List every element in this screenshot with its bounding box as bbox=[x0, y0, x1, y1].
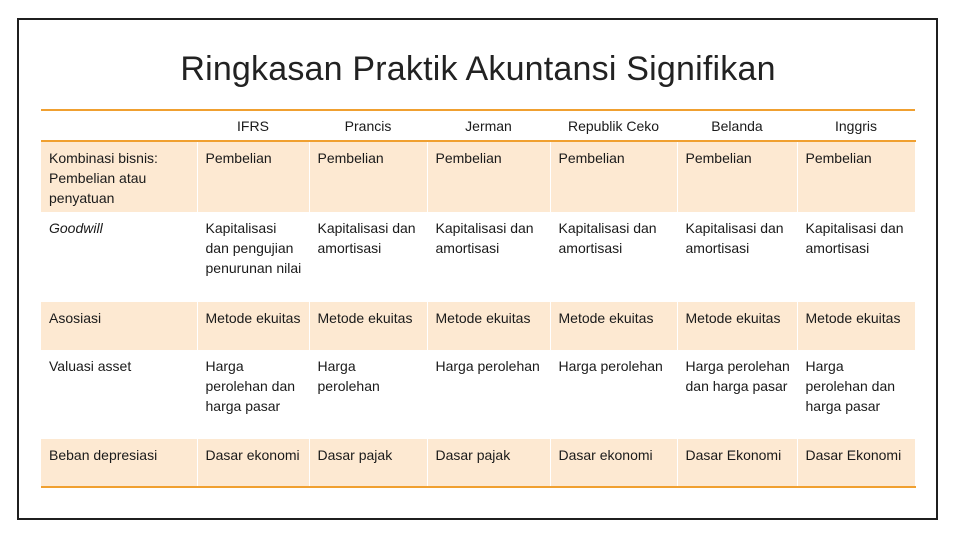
header-cell-ifrs: IFRS bbox=[197, 110, 309, 141]
header-row bbox=[41, 110, 915, 141]
table-cell: Metode ekuitas bbox=[309, 302, 427, 350]
row-label: Valuasi asset bbox=[41, 350, 197, 439]
header-cell-jerman: Jerman bbox=[427, 110, 550, 141]
table-cell: Dasar ekonomi bbox=[550, 439, 677, 487]
table-cell: Harga perolehan dan harga pasar bbox=[197, 350, 309, 439]
table-cell: Dasar pajak bbox=[427, 439, 550, 487]
table-cell: Harga perolehan bbox=[309, 350, 427, 439]
table-cell: Pembelian bbox=[427, 141, 550, 212]
table-row bbox=[41, 350, 915, 439]
table-cell: Metode ekuitas bbox=[797, 302, 915, 350]
table-cell: Kapitalisasi dan amortisasi bbox=[309, 212, 427, 302]
table-cell: Harga perolehan dan harga pasar bbox=[797, 350, 915, 439]
table-row bbox=[41, 302, 915, 350]
table-cell: Pembelian bbox=[550, 141, 677, 212]
table-cell: Metode ekuitas bbox=[677, 302, 797, 350]
table-cell: Harga perolehan bbox=[550, 350, 677, 439]
header-cell-inggris: Inggris bbox=[797, 110, 915, 141]
table-cell: Dasar ekonomi bbox=[197, 439, 309, 487]
table-cell: Dasar pajak bbox=[309, 439, 427, 487]
slide-title: Ringkasan Praktik Akuntansi Signifikan bbox=[180, 50, 776, 88]
header-cell-blank bbox=[41, 110, 197, 141]
table-cell: Kapitalisasi dan amortisasi bbox=[677, 212, 797, 302]
table-cell: Kapitalisasi dan amortisasi bbox=[427, 212, 550, 302]
row-label: Goodwill bbox=[41, 212, 197, 302]
table-cell: Pembelian bbox=[797, 141, 915, 212]
table-cell: Pembelian bbox=[197, 141, 309, 212]
table-cell: Kapitalisasi dan amortisasi bbox=[797, 212, 915, 302]
table-row bbox=[41, 141, 915, 212]
table-cell: Kapitalisasi dan amortisasi bbox=[550, 212, 677, 302]
table-cell: Pembelian bbox=[309, 141, 427, 212]
header-cell-prancis: Prancis bbox=[309, 110, 427, 141]
table-row bbox=[41, 439, 915, 487]
header-cell-belanda: Belanda bbox=[677, 110, 797, 141]
table-row bbox=[41, 212, 915, 302]
table-cell: Dasar Ekonomi bbox=[677, 439, 797, 487]
table-cell: Harga perolehan bbox=[427, 350, 550, 439]
table-cell: Metode ekuitas bbox=[550, 302, 677, 350]
table-cell: Metode ekuitas bbox=[197, 302, 309, 350]
row-label: Kombinasi bisnis: Pembelian atau penyatuan bbox=[41, 141, 197, 212]
table-cell: Pembelian bbox=[677, 141, 797, 212]
row-label: Beban depresiasi bbox=[41, 439, 197, 487]
row-label: Asosiasi bbox=[41, 302, 197, 350]
table-cell: Metode ekuitas bbox=[427, 302, 550, 350]
header-cell-republik-ceko: Republik Ceko bbox=[550, 110, 677, 141]
table-cell: Dasar Ekonomi bbox=[797, 439, 915, 487]
accounting-practices-table bbox=[41, 109, 916, 488]
table-cell: Kapitalisasi dan pengujian penurunan nilai bbox=[197, 212, 309, 302]
table-cell: Harga perolehan dan harga pasar bbox=[677, 350, 797, 439]
